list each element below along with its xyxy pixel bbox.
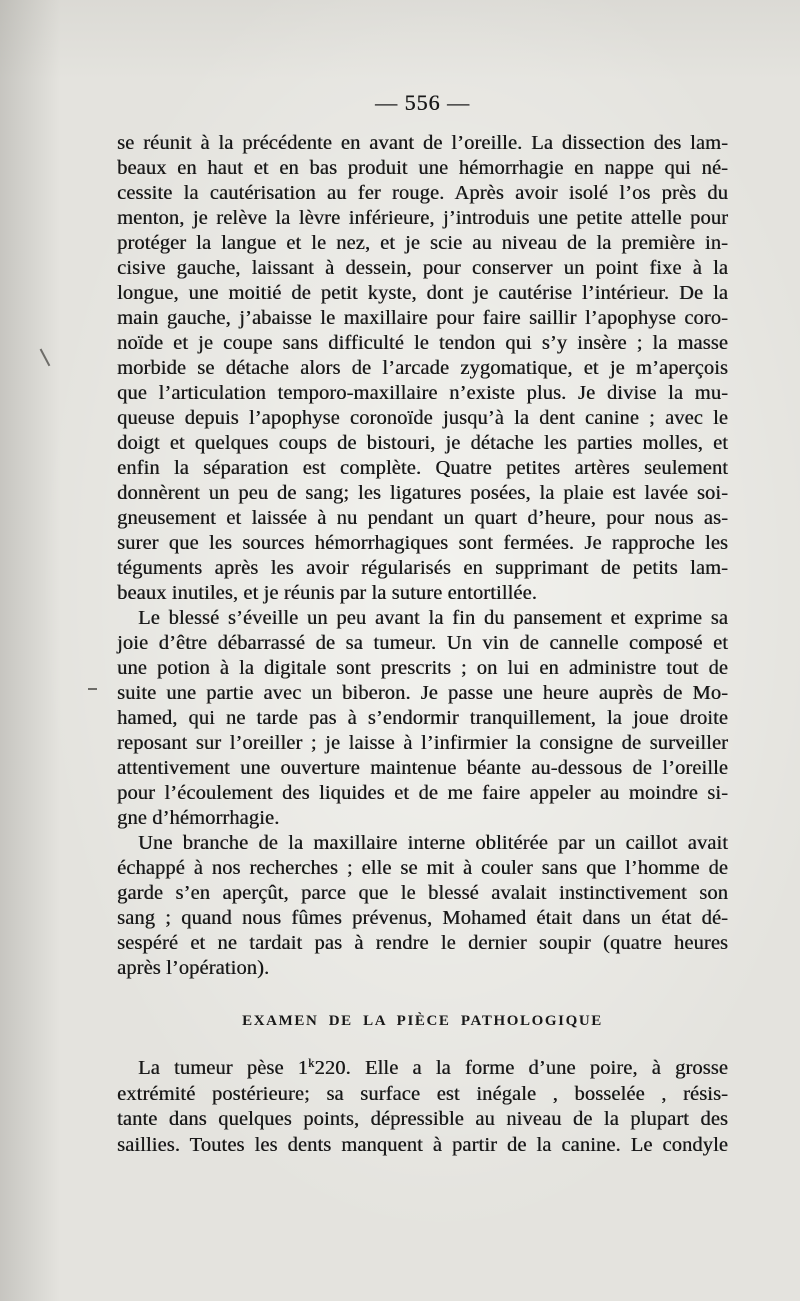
line-text: gneusement et laissée à nu pendant un quart d’heure, pour nous as- [117,507,728,529]
line-text: sespéré et ne tardait pas à rendre le dernier soupir (quatre heures [117,932,728,954]
text-line [117,231,728,256]
text-line [117,1056,728,1082]
text-line [117,156,728,181]
text-line [117,256,728,281]
line-text: Une branche de la maxillaire interne oblitérée par un caillot avait [138,832,728,854]
line-text: beaux en haut et en bas produit une hémorrhagie en nappe qui né- [117,157,728,179]
text-line [117,1133,728,1159]
text-line [117,881,728,906]
line-text: morbide se détache alors de l’arcade zygomatique, et je m’aperçois [117,357,728,379]
line-text: joie d’être débarrassé de sa tumeur. Un vin de cannelle composé et [117,632,728,654]
text-line [117,306,728,331]
scan-mark [40,349,50,367]
line-text: gne d’hémorrhagie. [117,807,280,829]
line-text: donnèrent un peu de sang; les ligatures posées, la plaie est lavée soi- [117,482,728,504]
paragraph [117,606,728,831]
text-line [117,856,728,881]
text-line [117,681,728,706]
line-text: garde s’en aperçût, parce que le blessé avalait instinctivement son [117,882,728,904]
text-line [117,356,728,381]
text-line [117,131,728,156]
text-line [117,581,728,606]
text-line [117,956,728,981]
line-text: après l’opération). [117,957,270,979]
text-line [117,781,728,806]
line-text-before: La tumeur pèse 1 [138,1057,309,1079]
line-text: se réunit à la précédente en avant de l’oreille. La dissection des lam- [117,132,728,154]
line-text: enfin la séparation est complète. Quatre petites artères seulement [117,457,728,479]
text-line [117,1082,728,1108]
text-line [117,406,728,431]
text-line [117,531,728,556]
line-text: queuse depuis l’apophyse coronoïde jusqu’à la dent canine ; avec le [117,407,728,429]
line-text: surer que les sources hémorrhagiques sont fermées. Je rapproche les [117,532,728,554]
paragraph [117,131,728,606]
line-text: Le blessé s’éveille un peu avant la fin du pansement et exprime sa [138,607,728,629]
line-text: saillies. Toutes les dents manquent à partir de la canine. Le condyle [117,1133,728,1156]
text-line [117,1107,728,1133]
line-text: main gauche, j’abaisse le maxillaire pour faire saillir l’apophyse coro- [117,307,728,329]
line-text: hamed, qui ne tarde pas à s’endormir tranquillement, la joue droite [117,707,728,729]
line-text: protéger la langue et le nez, et je scie au niveau de la première in- [117,232,728,254]
line-text: cessite la cautérisation au fer rouge. Après avoir isolé l’os près du [117,182,728,204]
text-line [117,831,728,856]
text-line [117,606,728,631]
line-text: échappé à nos recherches ; elle se mit à couler sans que l’homme de [117,857,728,879]
text-line [117,481,728,506]
text-line [117,431,728,456]
text-line [117,281,728,306]
text-line [117,206,728,231]
line-text [138,1057,728,1079]
text-line [117,706,728,731]
text-line [117,631,728,656]
text-line [117,806,728,831]
line-text: suite une partie avec un biberon. Je passe une heure auprès de Mo- [117,682,728,704]
text-line [117,381,728,406]
text-line [117,656,728,681]
line-text: longue, une moitié de petit kyste, dont je cautérise l’intérieur. De la [117,282,728,304]
line-text: téguments après les avoir régularisés en supprimant de petits lam- [117,557,728,579]
weight-unit-superscript: k [308,1056,315,1071]
text-line [117,181,728,206]
text-line [117,756,728,781]
line-text: une potion à la digitale sont prescrits ; on lui en administre tout de [117,657,728,679]
line-text: tante dans quelques points, dépressible au niveau de la plupart des [117,1108,728,1130]
body-text [117,131,728,981]
text-line [117,456,728,481]
line-text: doigt et quelques coups de bistouri, je détache les parties molles, et [117,432,728,454]
text-line [117,556,728,581]
paragraph [117,831,728,981]
line-text: reposant sur l’oreiller ; je laisse à l’infirmier la consigne de surveiller [117,732,728,754]
page-number: — 556 — [375,90,470,115]
scan-mark [88,688,97,690]
line-text: noïde et je coupe sans difficulté le tendon qui s’y insère ; la masse [117,332,728,354]
line-text: beaux inutiles, et je réunis par la suture entortillée. [117,582,537,604]
text-line [117,506,728,531]
line-text: pour l’écoulement des liquides et de me faire appeler au moindre si- [117,782,728,804]
line-text: menton, je relève la lèvre inférieure, j’introduis une petite attelle pour [117,207,728,229]
line-text: cisive gauche, laissant à dessein, pour conserver un point fixe à la [117,257,728,279]
section-paragraph [117,1056,728,1158]
line-text: sang ; quand nous fûmes prévenus, Mohamed était dans un état dé- [117,907,728,929]
line-text-after: 220. Elle a la forme d’une poire, à grosse [314,1057,728,1079]
line-text: extrémité postérieure; sa surface est inégale , bosselée , résis- [117,1082,728,1105]
text-line [117,906,728,931]
text-line [117,731,728,756]
line-text: attentivement une ouverture maintenue béante au-dessous de l’oreille [117,757,728,779]
line-text: que l’articulation temporo-maxillaire n’existe plus. Je divise la mu- [117,382,728,404]
section-heading: EXAMEN DE LA PIÈCE PATHOLOGIQUE [242,1013,603,1029]
text-line [117,331,728,356]
text-line [117,931,728,956]
